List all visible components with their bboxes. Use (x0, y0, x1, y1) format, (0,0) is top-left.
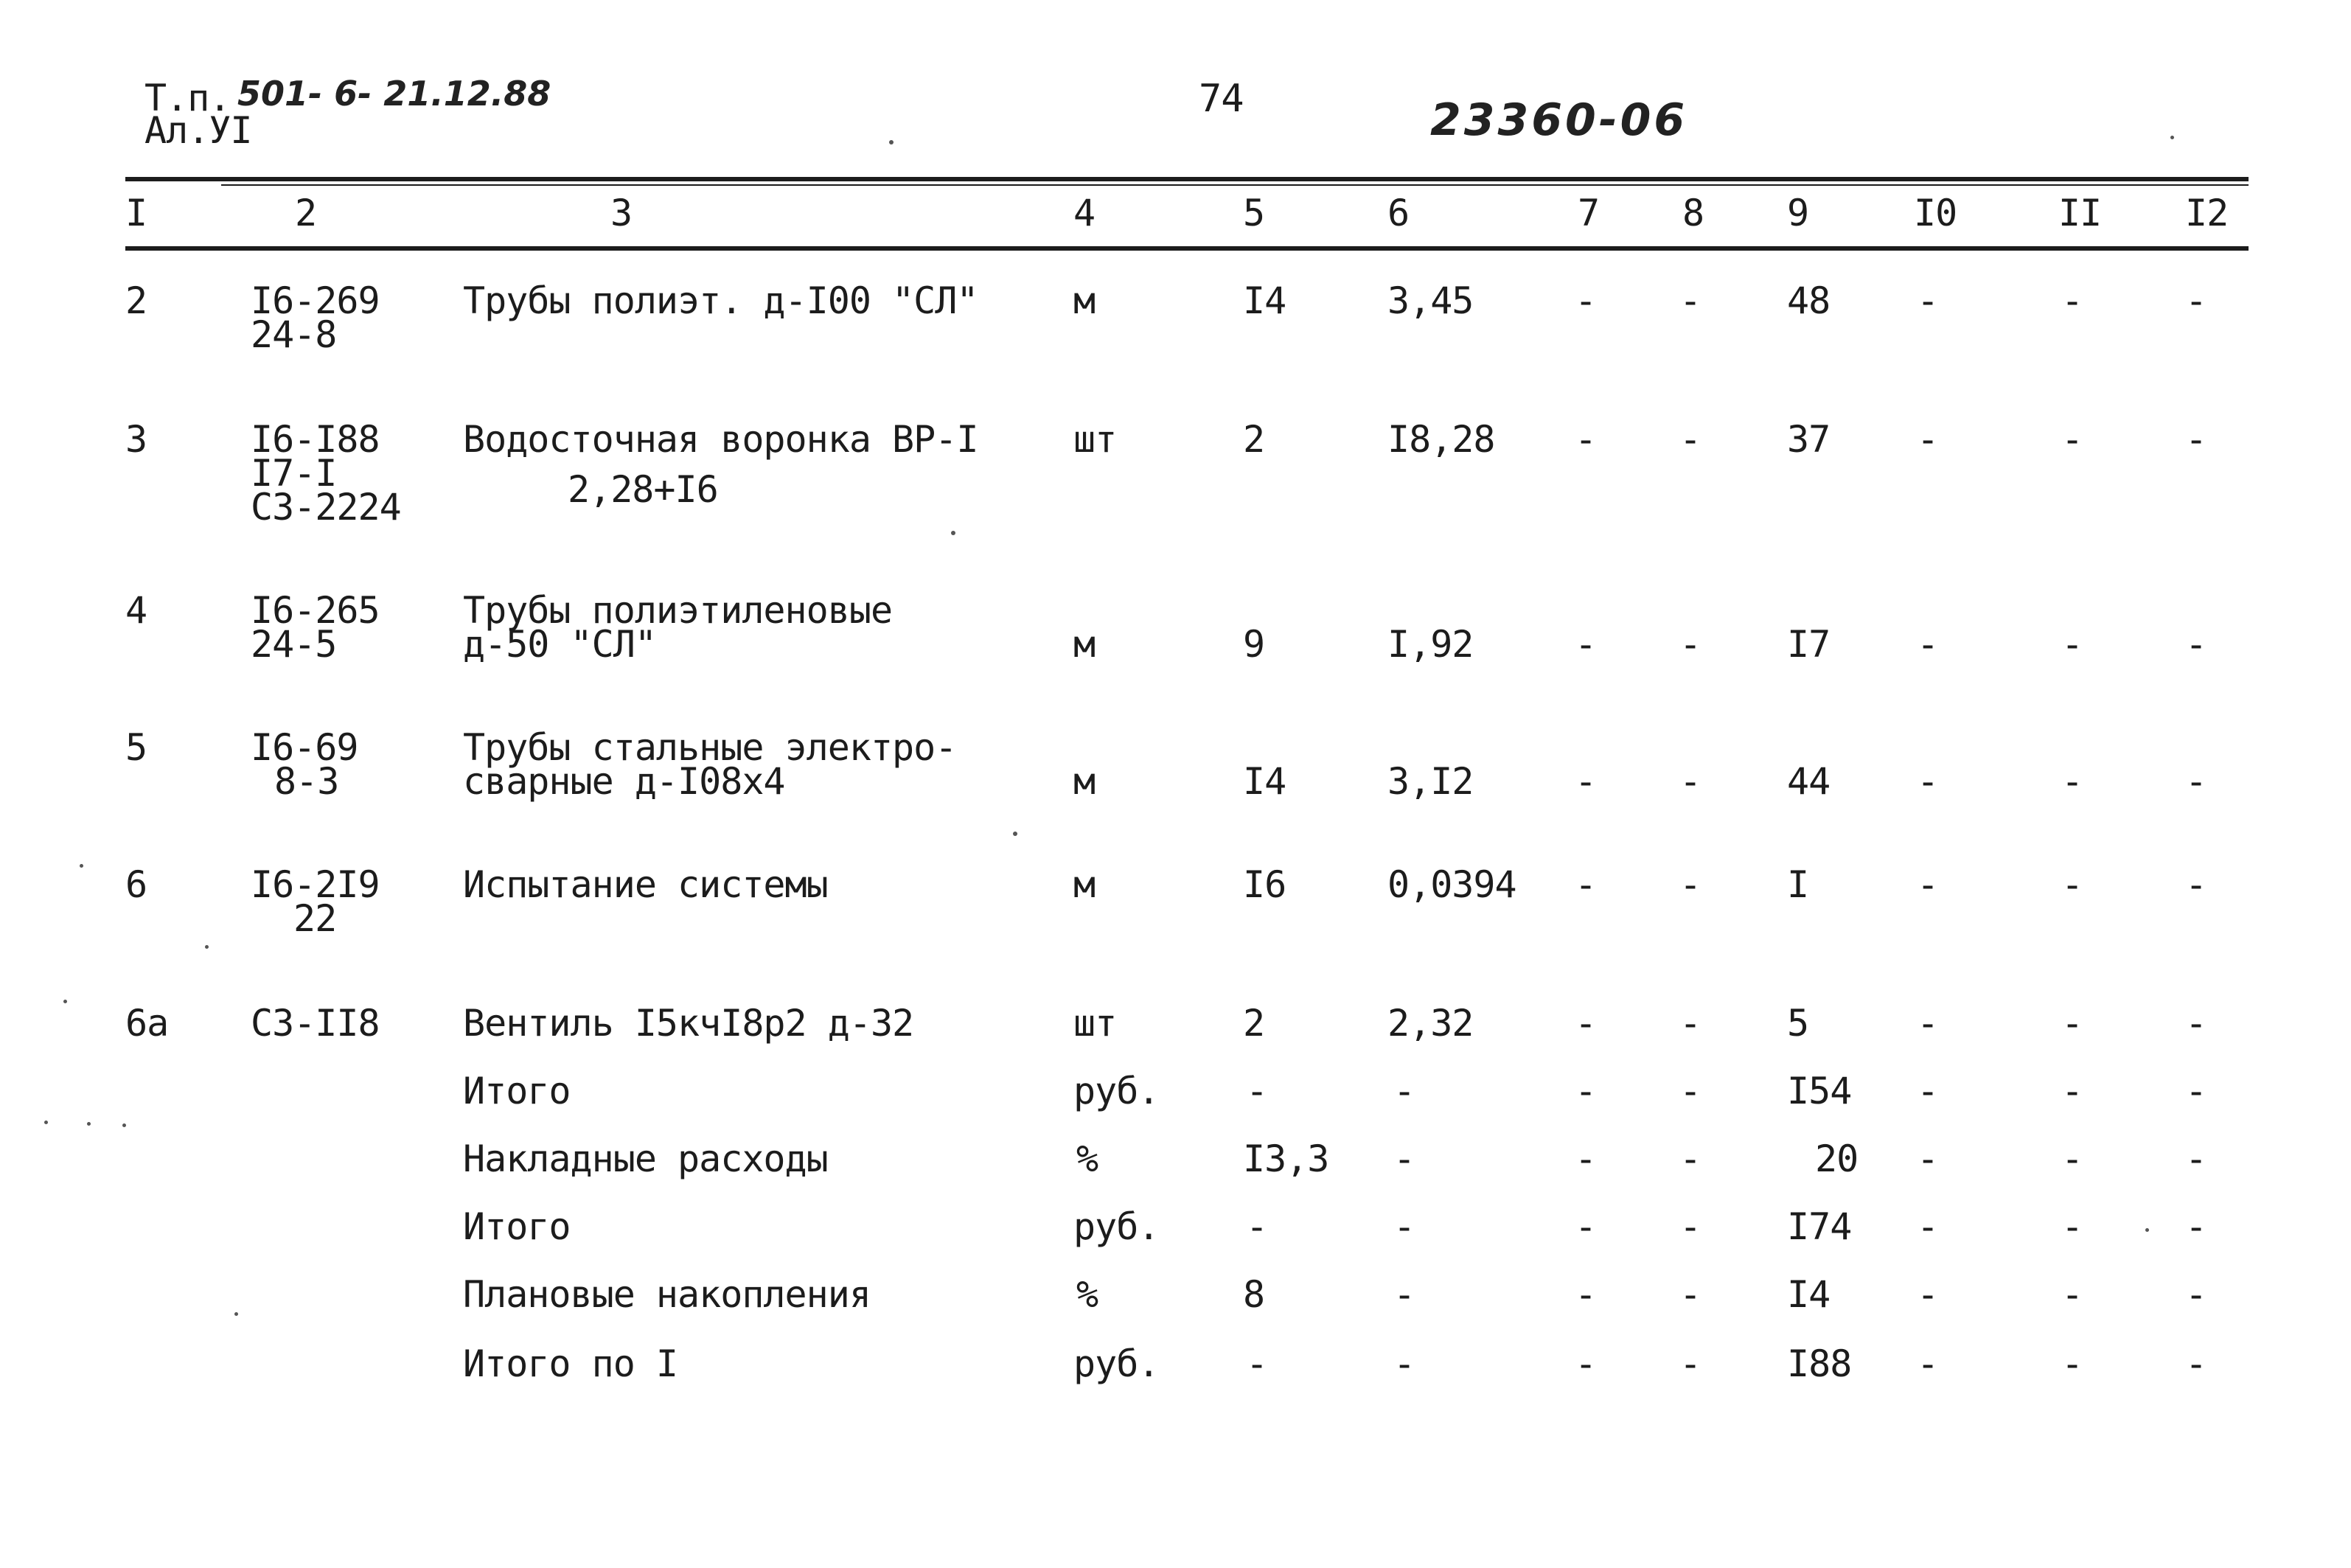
col12-value: - (2185, 418, 2207, 461)
item-name-line: д-50 "СЛ" (463, 623, 656, 666)
col10-value: - (1917, 1273, 1939, 1316)
summary-label: Итого (463, 1205, 571, 1248)
col7-value: - (1575, 1002, 1597, 1045)
col7-value: - (1575, 418, 1597, 461)
row-number: 4 (125, 589, 147, 632)
col7-value: - (1575, 1070, 1597, 1112)
col11-value: - (2061, 418, 2083, 461)
summary-label: Итого (463, 1070, 571, 1112)
column-header: 5 (1243, 192, 1265, 234)
page-number: 74 (1199, 77, 1244, 121)
col12-value: - (2185, 863, 2207, 906)
col9-value: I54 (1787, 1070, 1852, 1112)
unit: шт (1073, 1002, 1117, 1045)
item-name-line: Испытание системы (463, 863, 828, 906)
unit: руб. (1073, 1070, 1160, 1112)
col10-value: - (1917, 623, 1939, 666)
col9-value: 20 (1815, 1137, 1859, 1180)
summary-label: Плановые накопления (463, 1273, 871, 1316)
scan-speck (44, 1121, 48, 1124)
item-name-line: Трубы полиэт. д-I00 "СЛ" (463, 279, 978, 322)
column-header: I0 (1914, 192, 1957, 234)
col11-value: - (2061, 760, 2083, 803)
col11-value: - (2061, 1342, 2083, 1385)
col12-value: - (2185, 279, 2207, 322)
unit-price: - (1393, 1137, 1415, 1180)
col9-value: 48 (1787, 279, 1831, 322)
col12-value: - (2185, 623, 2207, 666)
col8-value: - (1679, 863, 1702, 906)
col10-value: - (1917, 1342, 1939, 1385)
unit-price: - (1393, 1205, 1415, 1248)
col8-value: - (1679, 1002, 1702, 1045)
col8-value: - (1679, 1342, 1702, 1385)
col12-value: - (2185, 1205, 2207, 1248)
column-header: 9 (1787, 192, 1809, 234)
unit-price: - (1393, 1273, 1415, 1316)
col12-value: - (2185, 1070, 2207, 1112)
col10-value: - (1917, 418, 1939, 461)
norm-code-line: I6-69 (251, 726, 358, 769)
unit: руб. (1073, 1342, 1160, 1385)
col10-value: - (1917, 760, 1939, 803)
col11-value: - (2061, 1137, 2083, 1180)
archive-number-handwritten: 23360-06 (1430, 94, 1688, 146)
col9-value: 5 (1787, 1002, 1809, 1045)
col11-value: - (2061, 623, 2083, 666)
col8-value: - (1679, 1273, 1702, 1316)
norm-code-line: 22 (293, 897, 337, 940)
col8-value: - (1679, 418, 1702, 461)
col7-value: - (1575, 623, 1597, 666)
col8-value: - (1679, 279, 1702, 322)
col12-value: - (2185, 1342, 2207, 1385)
norm-code-line: I6-2I9 (251, 863, 380, 906)
col8-value: - (1679, 1205, 1702, 1248)
col7-value: - (1575, 863, 1597, 906)
col11-value: - (2061, 1002, 2083, 1045)
col7-value: - (1575, 1342, 1597, 1385)
col8-value: - (1679, 760, 1702, 803)
unit-price: - (1393, 1070, 1415, 1112)
unit-price: 3,45 (1387, 279, 1474, 322)
norm-code-line: I6-265 (251, 589, 380, 632)
norm-code-line: I6-I88 (251, 418, 380, 461)
row-number: 6а (125, 1002, 169, 1045)
unit: шт (1073, 418, 1117, 461)
col10-value: - (1917, 1002, 1939, 1045)
scan-speck (87, 1122, 91, 1126)
col11-value: - (2061, 863, 2083, 906)
unit: % (1076, 1273, 1098, 1316)
col7-value: - (1575, 1137, 1597, 1180)
item-name-line: 2,28+I6 (568, 468, 718, 511)
quantity: I3,3 (1243, 1137, 1329, 1180)
col10-value: - (1917, 1070, 1939, 1112)
scan-speck (80, 864, 83, 868)
unit-price: - (1393, 1342, 1415, 1385)
summary-label: Накладные расходы (463, 1137, 828, 1180)
col9-value: I74 (1787, 1205, 1852, 1248)
col10-value: - (1917, 279, 1939, 322)
unit: м (1073, 623, 1096, 666)
unit-price: I,92 (1387, 623, 1474, 666)
row-number: 5 (125, 726, 147, 769)
col9-value: I4 (1787, 1273, 1831, 1316)
col9-value: I7 (1787, 623, 1831, 666)
col8-value: - (1679, 623, 1702, 666)
col8-value: - (1679, 1070, 1702, 1112)
col12-value: - (2185, 1137, 2207, 1180)
column-header: 3 (610, 192, 633, 234)
column-header: 8 (1682, 192, 1704, 234)
col12-value: - (2185, 760, 2207, 803)
col10-value: - (1917, 863, 1939, 906)
column-header: 7 (1578, 192, 1600, 234)
summary-label: Итого по I (463, 1342, 678, 1385)
scan-speck (2170, 136, 2174, 139)
col11-value: - (2061, 279, 2083, 322)
item-name-line: Трубы полиэтиленовые (463, 589, 893, 632)
scan-speck (122, 1123, 126, 1127)
quantity: I4 (1243, 279, 1286, 322)
quantity: 9 (1243, 623, 1265, 666)
col7-value: - (1575, 760, 1597, 803)
col9-value: 37 (1787, 418, 1831, 461)
norm-code-line: 8-3 (274, 760, 339, 803)
scan-speck (951, 531, 955, 535)
item-name-line: Трубы стальные электро- (463, 726, 957, 769)
unit-price: 2,32 (1387, 1002, 1474, 1045)
quantity: 8 (1243, 1273, 1265, 1316)
col7-value: - (1575, 279, 1597, 322)
col10-value: - (1917, 1205, 1939, 1248)
col7-value: - (1575, 1205, 1597, 1248)
scan-speck (889, 140, 894, 144)
column-header: II (2058, 192, 2102, 234)
album-label: Ал.УI (144, 109, 252, 152)
norm-code-line: СЗ-II8 (251, 1002, 380, 1045)
column-header: I (125, 192, 147, 234)
unit: м (1073, 279, 1096, 322)
item-name-line: Водосточная воронка ВР-I (463, 418, 978, 461)
quantity: - (1246, 1205, 1268, 1248)
row-number: 3 (125, 418, 147, 461)
item-name-line: Вентиль I5кчI8р2 д-32 (463, 1002, 914, 1045)
column-header: 2 (295, 192, 317, 234)
unit: % (1076, 1137, 1098, 1180)
quantity: 2 (1243, 1002, 1265, 1045)
norm-code-line: 24-8 (251, 313, 337, 356)
quantity: 2 (1243, 418, 1265, 461)
doc-prefix: Т.п. (144, 77, 231, 119)
col9-value: I (1787, 863, 1809, 906)
quantity: I4 (1243, 760, 1286, 803)
scan-speck (2145, 1228, 2149, 1232)
col9-value: I88 (1787, 1342, 1852, 1385)
scan-speck (205, 945, 209, 949)
col11-value: - (2061, 1273, 2083, 1316)
table-header-rule (125, 246, 2249, 251)
col7-value: - (1575, 1273, 1597, 1316)
col12-value: - (2185, 1273, 2207, 1316)
col12-value: - (2185, 1002, 2207, 1045)
quantity: - (1246, 1342, 1268, 1385)
column-header: 6 (1387, 192, 1410, 234)
norm-code-line: 24-5 (251, 623, 337, 666)
column-header: 4 (1073, 192, 1096, 234)
unit: руб. (1073, 1205, 1160, 1248)
col11-value: - (2061, 1205, 2083, 1248)
item-name-line: сварные д-I08х4 (463, 760, 785, 803)
norm-code-line: I6-269 (251, 279, 380, 322)
norm-code-line: I7-I (251, 452, 337, 495)
row-number: 2 (125, 279, 147, 322)
col9-value: 44 (1787, 760, 1831, 803)
col11-value: - (2061, 1070, 2083, 1112)
unit: м (1073, 863, 1096, 906)
col10-value: - (1917, 1137, 1939, 1180)
unit: м (1073, 760, 1096, 803)
scan-speck (63, 1000, 67, 1003)
scan-speck (1013, 832, 1017, 836)
norm-code-line: СЗ-2224 (251, 486, 401, 529)
quantity: I6 (1243, 863, 1286, 906)
row-number: 6 (125, 863, 147, 906)
unit-price: 0,0394 (1387, 863, 1516, 906)
table-top-rule-thin (221, 184, 2249, 186)
table-top-rule (125, 177, 2249, 181)
scan-speck (234, 1312, 238, 1316)
unit-price: I8,28 (1387, 418, 1495, 461)
quantity: - (1246, 1070, 1268, 1112)
doc-code-handwritten: 501- 6- 21.12.88 (237, 74, 551, 114)
col8-value: - (1679, 1137, 1702, 1180)
column-header: I2 (2185, 192, 2229, 234)
unit-price: 3,I2 (1387, 760, 1474, 803)
